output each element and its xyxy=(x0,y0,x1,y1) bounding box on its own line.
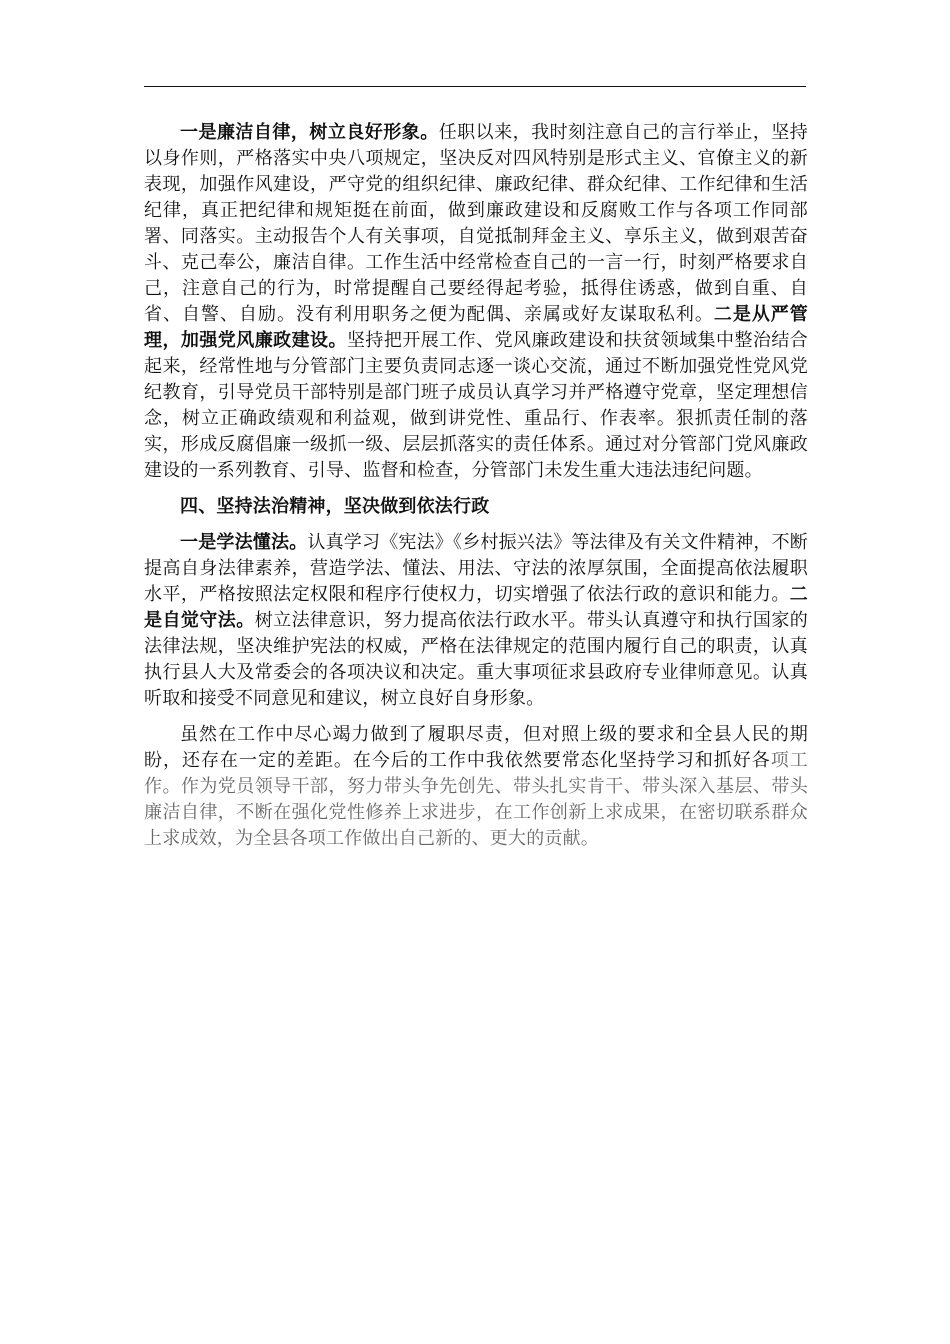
paragraph-text: 坚持把开展工作、党风廉政建设和扶贫领域集中整治结合起来，经常性地与分管部门主要负责同志逐一谈心交流，通过不断加强党性党风党纪教育，引导党员干部特别是部门班子成员认真学习并严格遵守党章，坚定理想信念，树立正确政绩观和利益观，做到讲党性、重品行、作表率。狠抓责任制的落实，形成反腐倡廉一级抓一级、层层抓落实的责任体系。通过对分管部门党风廉政建设的一系列教育、引导、监督和检查，分管部门未发生重大违法违纪问题。 xyxy=(144,330,808,481)
header-rule xyxy=(144,86,806,87)
document-body xyxy=(144,120,808,852)
lead-phrase-strict-management: 二是从严管理，加强党风廉政建设。 xyxy=(144,304,809,351)
paragraph-rule-of-law xyxy=(144,530,808,712)
paragraph-integrity-discipline xyxy=(144,120,808,484)
paragraph-text: 认真学习《宪法》《乡村振兴法》等法律及有关文件精神，不断提高自身法律素养，营造学法、懂法、用法、守法的浓厚氛围，全面提高依法履职水平，严格按照法定权限和程序行使权力，切实增强了依法行政的意识和能力。 xyxy=(144,532,809,605)
paragraph-text: 任职以来，我时刻注意自己的言行举止，坚持以身作则，严格落实中央八项规定，坚决反对四风特别是形式主义、官僚主义的新表现，加强作风建设，严守党的组织纪律、廉政纪律、群众纪律、工作纪律和生活纪律，真正把纪律和规矩挺在前面，做到廉政建设和反腐败工作与各项工作同部署、同落实。主动报告个人有关事项，自觉抵制拜金主义、享乐主义，做到艰苦奋斗、克己奉公，廉洁自律。工作生活中经常检查自己的一言一行，时刻严格要求自己，注意自己的行为，时常提醒自己要经得起考验，抵得住诱惑，做到自重、自省、自警、自励。没有利用职务之便为配偶、亲属或好友谋取私利。 xyxy=(144,122,808,325)
lead-phrase-abide-law: 二是自觉守法。 xyxy=(144,584,808,631)
paragraph-text: 虽然在工作中尽心竭力做到了履职尽责，但对照上级的要求和全县人民的期盼，还存在一定的差距。在今后的工作中我依然要常态化坚持学习和抓好各 xyxy=(144,724,808,771)
lead-phrase-learn-law: 一是学法懂法。 xyxy=(180,532,308,553)
section-heading-rule-of-law: 四、坚持法治精神，坚决做到依法行政 xyxy=(180,496,490,517)
paragraph-text-faded: 项工作。作为党员领导干部，努力带头争先创先、带头扎实肯干、带头深入基层、带头廉洁自律，不断在强化党性修养上求进步，在工作创新上求成果，在密切联系群众上求成效，为全县各项工作做出自己新的、更大的贡献。 xyxy=(144,750,808,849)
paragraph-text: 树立法律意识，努力提高依法行政水平。带头认真遵守和执行国家的法律法规，坚决维护宪法的权威，严格在法律规定的范围内履行自己的职责，认真执行县人大及常委会的各项决议和决定。重大事项征求县政府专业律师意见。认真听取和接受不同意见和建议，树立良好自身形象。 xyxy=(144,610,809,709)
lead-phrase-integrity: 一是廉洁自律，树立良好形象。 xyxy=(180,122,439,143)
paragraph-closing xyxy=(144,722,808,852)
